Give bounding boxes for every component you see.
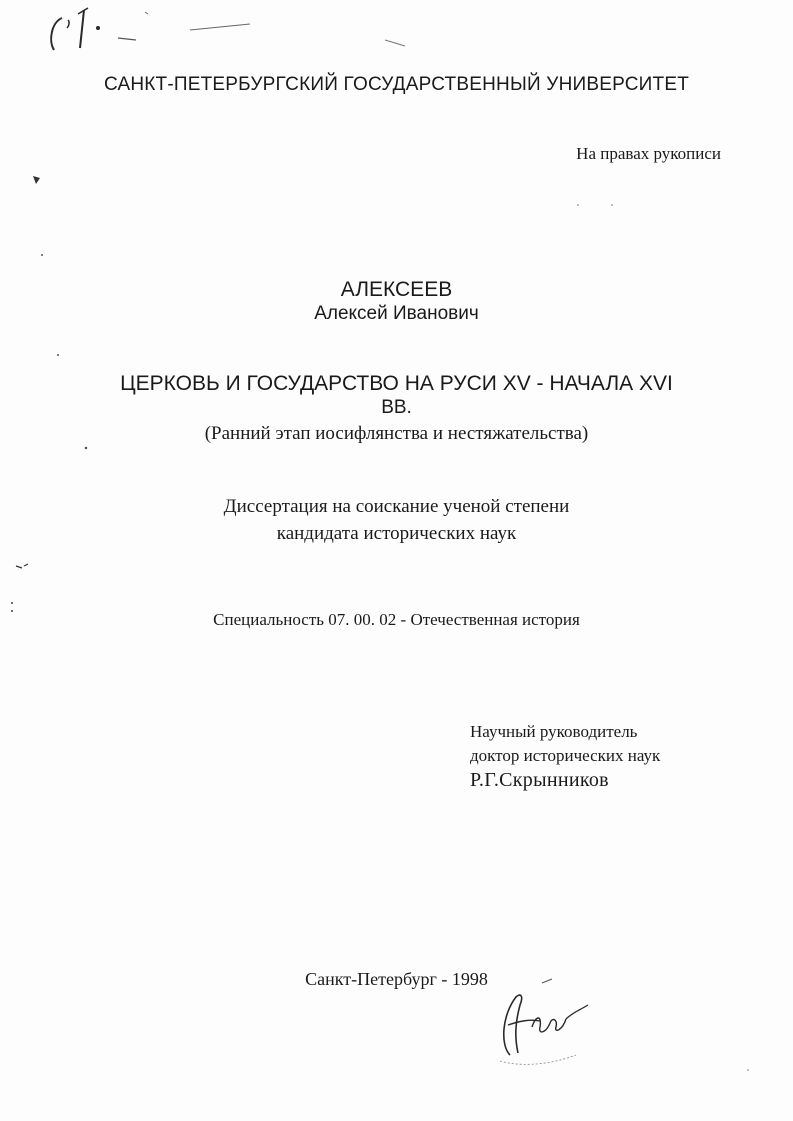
author-surname: АЛЕКСЕЕВ (340, 278, 453, 301)
advisor-role: Научный руководитель (470, 722, 638, 741)
degree-statement-line-1: Диссертация на соискание ученой степени (223, 496, 570, 517)
advisor-name: Р.Г.Скрынников (470, 769, 609, 791)
university-name: САНКТ-ПЕТЕРБУРГСКИЙ ГОСУДАРСТВЕННЫЙ УНИВЕРСИТЕТ (103, 74, 690, 95)
dissertation-title-line-1: ЦЕРКОВЬ И ГОСУДАРСТВО НА РУСИ XV - НАЧАЛА XVI (120, 372, 673, 395)
handwritten-signature (480, 975, 600, 1070)
degree-statement-line-2: кандидата исторических наук (276, 523, 517, 544)
place-and-year: Санкт-Петербург - 1998 (305, 969, 488, 989)
rights-notice: На правах рукописи (576, 144, 721, 163)
advisor-degree: доктор исторических наук (470, 746, 661, 765)
dissertation-title-line-2: ВВ. (381, 397, 412, 418)
author-given-names: Алексей Иванович (314, 303, 479, 324)
dissertation-subtitle: (Ранний этап иосифлянства и нестяжательства) (204, 423, 589, 444)
specialty: Специальность 07. 00. 02 - Отечественная история (213, 610, 580, 629)
